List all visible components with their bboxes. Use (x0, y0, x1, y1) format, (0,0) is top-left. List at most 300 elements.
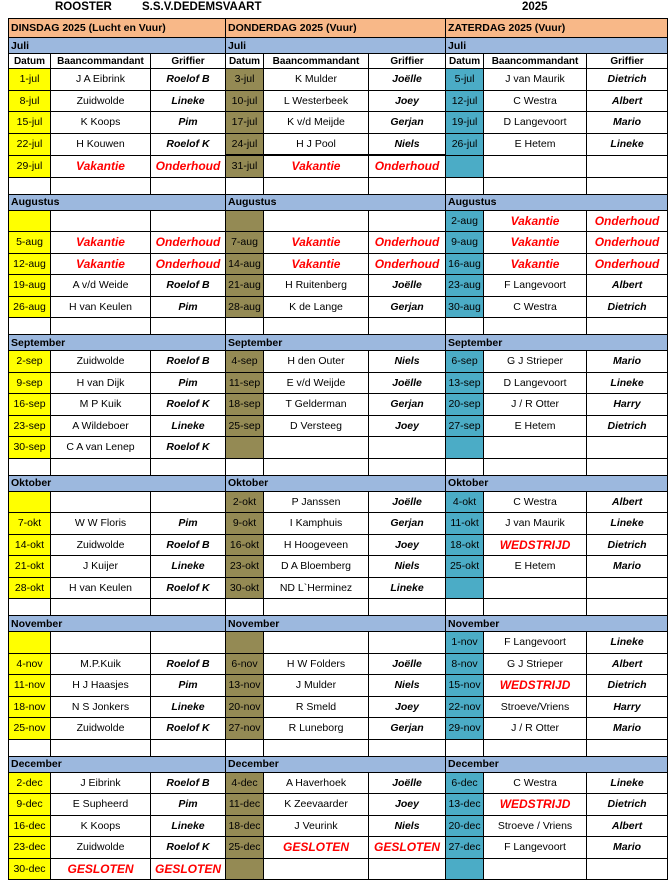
zaterdag-griffier-cell: Albert (587, 653, 668, 675)
donderdag-baancommandant-cell: E v/d Weijde (264, 372, 369, 394)
donderdag-baancommandant-cell: J Mulder (264, 675, 369, 697)
dinsdag-griffier-cell: Lineke (151, 696, 226, 718)
donderdag-date-cell: 2-okt (226, 491, 264, 513)
donderdag-date-cell: 6-nov (226, 653, 264, 675)
zaterdag-month-label: November (446, 616, 668, 632)
dinsdag-baancommandant-cell: E Supheerd (51, 794, 151, 816)
zaterdag-date-cell: 22-nov (446, 696, 484, 718)
zaterdag-month-label: Juli (446, 38, 668, 54)
donderdag-griffier-cell: Joëlle (369, 653, 446, 675)
year-label: 2025 (522, 1, 548, 13)
roster-row (9, 69, 668, 91)
dinsdag-griffier-header: Griffier (151, 54, 226, 69)
dinsdag-baancommandant-cell: K Koops (51, 112, 151, 134)
dinsdag-date-cell: 14-okt (9, 534, 51, 556)
zaterdag-baancommandant-cell (484, 155, 587, 177)
zaterdag-date-cell: 9-aug (446, 232, 484, 254)
zaterdag-header: ZATERDAG 2025 (Vuur) (446, 19, 668, 38)
zaterdag-griffier-cell (587, 599, 668, 616)
zaterdag-date-cell: 8-nov (446, 653, 484, 675)
donderdag-griffier-cell: Onderhoud (369, 232, 446, 254)
roster-row (9, 90, 668, 112)
donderdag-griffier-cell: Joey (369, 696, 446, 718)
dinsdag-griffier-cell: Roelof B (151, 534, 226, 556)
dinsdag-baancommandant-cell: H J Haasjes (51, 675, 151, 697)
zaterdag-baancommandant-cell: J / R Otter (484, 718, 587, 740)
dinsdag-baancommandant-cell: H van Dijk (51, 372, 151, 394)
donderdag-griffier-cell: Joey (369, 415, 446, 437)
donderdag-baancommandant-cell: K Zeevaarder (264, 794, 369, 816)
zaterdag-datum-header: Datum (446, 54, 484, 69)
dinsdag-baancommandant-cell (51, 599, 151, 616)
dinsdag-date-cell: 19-aug (9, 275, 51, 297)
donderdag-month-label: Juli (226, 38, 446, 54)
zaterdag-griffier-cell (587, 458, 668, 475)
dinsdag-baancommandant-cell: GESLOTEN (51, 858, 151, 880)
donderdag-baancommandant-cell: J Veurink (264, 815, 369, 837)
roster-row (9, 599, 668, 616)
roster-row (9, 415, 668, 437)
dinsdag-date-cell: 29-jul (9, 155, 51, 177)
roster-row (9, 675, 668, 697)
zaterdag-griffier-cell: Lineke (587, 372, 668, 394)
donderdag-baancommandant-cell: Vakantie (264, 232, 369, 254)
zaterdag-baancommandant-cell: G J Strieper (484, 351, 587, 373)
dinsdag-baancommandant-cell: H van Keulen (51, 577, 151, 599)
zaterdag-baancommandant-cell: Stroeve / Vriens (484, 815, 587, 837)
roster-row (9, 696, 668, 718)
donderdag-datum-header: Datum (226, 54, 264, 69)
zaterdag-date-cell: 6-dec (446, 772, 484, 794)
donderdag-baancommandant-cell: H den Outer (264, 351, 369, 373)
dinsdag-griffier-cell: Pim (151, 675, 226, 697)
roster-row (9, 275, 668, 297)
dinsdag-baancommandant-cell: M.P.Kuik (51, 653, 151, 675)
donderdag-baancommandant-cell: A Haverhoek (264, 772, 369, 794)
zaterdag-date-cell: 29-nov (446, 718, 484, 740)
zaterdag-griffier-cell: Mario (587, 351, 668, 373)
dinsdag-date-cell: 11-nov (9, 675, 51, 697)
dinsdag-date-cell (9, 318, 51, 335)
dinsdag-month-label: Oktober (9, 475, 226, 491)
donderdag-griffier-cell: Niels (369, 351, 446, 373)
zaterdag-griffier-cell: Mario (587, 837, 668, 859)
zaterdag-griffier-cell (587, 155, 668, 177)
dinsdag-date-cell (9, 491, 51, 513)
donderdag-baancommandant-cell: D Versteeg (264, 415, 369, 437)
zaterdag-baancommandant-cell: G J Strieper (484, 653, 587, 675)
roster-row (9, 858, 668, 880)
day-header-row (9, 19, 668, 38)
zaterdag-baancommandant-cell (484, 739, 587, 756)
donderdag-date-cell (226, 858, 264, 880)
zaterdag-baancommandant-cell: J / R Otter (484, 394, 587, 416)
rooster-title: ROOSTER (55, 1, 112, 13)
column-header-row (9, 54, 668, 69)
dinsdag-baancommandant-cell (51, 210, 151, 232)
club-name: S.S.V.DEDEMSVAART (142, 1, 262, 13)
dinsdag-baancommandant-cell: K Koops (51, 815, 151, 837)
donderdag-baancommandant-cell: H J Pool (264, 133, 369, 155)
zaterdag-date-cell: 30-aug (446, 296, 484, 318)
zaterdag-date-cell (446, 458, 484, 475)
dinsdag-baancommandant-cell: N S Jonkers (51, 696, 151, 718)
donderdag-date-cell: 16-okt (226, 534, 264, 556)
donderdag-griffier-cell (369, 210, 446, 232)
zaterdag-date-cell: 19-jul (446, 112, 484, 134)
roster-row (9, 394, 668, 416)
dinsdag-baancommandant-cell: Vakantie (51, 155, 151, 177)
donderdag-date-cell: 27-nov (226, 718, 264, 740)
zaterdag-baancommandant-cell: F Langevoort (484, 837, 587, 859)
zaterdag-month-label: December (446, 756, 668, 772)
zaterdag-date-cell: 27-sep (446, 415, 484, 437)
roster-row (9, 155, 668, 177)
roster-row (9, 296, 668, 318)
zaterdag-baancommandant-cell (484, 177, 587, 194)
donderdag-date-cell: 28-aug (226, 296, 264, 318)
dinsdag-griffier-cell (151, 318, 226, 335)
donderdag-griffier-cell (369, 599, 446, 616)
dinsdag-date-cell (9, 177, 51, 194)
zaterdag-griffier-cell: Onderhoud (587, 210, 668, 232)
dinsdag-griffier-cell: Roelof B (151, 351, 226, 373)
donderdag-month-label: Oktober (226, 475, 446, 491)
donderdag-baancommandant-cell: Vakantie (264, 253, 369, 275)
donderdag-griffier-cell: Gerjan (369, 112, 446, 134)
zaterdag-date-cell: 23-aug (446, 275, 484, 297)
donderdag-griffier-cell: Joëlle (369, 275, 446, 297)
zaterdag-baancommandant-cell: E Hetem (484, 556, 587, 578)
donderdag-month-label: November (226, 616, 446, 632)
donderdag-baancommandant-cell (264, 599, 369, 616)
dinsdag-griffier-cell: Pim (151, 112, 226, 134)
zaterdag-griffier-cell (587, 437, 668, 459)
zaterdag-griffier-cell (587, 318, 668, 335)
dinsdag-baancommandant-cell (51, 177, 151, 194)
dinsdag-date-cell: 16-dec (9, 815, 51, 837)
zaterdag-baancommandant-cell: J van Maurik (484, 69, 587, 91)
donderdag-date-cell (226, 599, 264, 616)
donderdag-date-cell (226, 437, 264, 459)
zaterdag-date-cell: 20-dec (446, 815, 484, 837)
zaterdag-date-cell: 5-jul (446, 69, 484, 91)
zaterdag-griffier-cell: Dietrich (587, 69, 668, 91)
dinsdag-date-cell: 9-dec (9, 794, 51, 816)
donderdag-header: DONDERDAG 2025 (Vuur) (226, 19, 446, 38)
dinsdag-griffier-cell (151, 210, 226, 232)
zaterdag-date-cell: 15-nov (446, 675, 484, 697)
dinsdag-baancommandant-cell: J Eibrink (51, 772, 151, 794)
roster-row (9, 491, 668, 513)
donderdag-griffier-cell: Joey (369, 534, 446, 556)
roster-row (9, 253, 668, 275)
donderdag-date-cell: 30-okt (226, 577, 264, 599)
donderdag-date-cell: 17-jul (226, 112, 264, 134)
dinsdag-griffier-cell: Roelof K (151, 394, 226, 416)
dinsdag-griffier-cell (151, 632, 226, 654)
dinsdag-date-cell: 15-jul (9, 112, 51, 134)
donderdag-date-cell: 10-jul (226, 90, 264, 112)
dinsdag-date-cell: 28-okt (9, 577, 51, 599)
zaterdag-griffier-cell: Albert (587, 815, 668, 837)
dinsdag-month-label: Juli (9, 38, 226, 54)
donderdag-griffier-cell: Niels (369, 675, 446, 697)
zaterdag-baancommandant-cell (484, 318, 587, 335)
dinsdag-baancommandant-cell: A v/d Weide (51, 275, 151, 297)
dinsdag-date-cell (9, 599, 51, 616)
month-header-row (9, 475, 668, 491)
dinsdag-date-cell: 18-nov (9, 696, 51, 718)
dinsdag-baancommandant-cell: Vakantie (51, 253, 151, 275)
donderdag-baancommandant-cell: ND L`Herminez (264, 577, 369, 599)
zaterdag-griffier-cell: Mario (587, 718, 668, 740)
month-header-row (9, 756, 668, 772)
donderdag-month-label: September (226, 335, 446, 351)
donderdag-griffier-cell: Gerjan (369, 394, 446, 416)
dinsdag-griffier-cell (151, 599, 226, 616)
zaterdag-date-cell: 11-okt (446, 513, 484, 535)
zaterdag-date-cell (446, 437, 484, 459)
dinsdag-date-cell: 23-dec (9, 837, 51, 859)
roster-row (9, 133, 668, 155)
dinsdag-griffier-cell: Onderhoud (151, 253, 226, 275)
dinsdag-date-cell: 5-aug (9, 232, 51, 254)
zaterdag-griffier-cell: Mario (587, 556, 668, 578)
dinsdag-griffier-cell: Roelof B (151, 69, 226, 91)
donderdag-baancommandant-cell (264, 318, 369, 335)
zaterdag-baancommandant-cell: WEDSTRIJD (484, 534, 587, 556)
zaterdag-griffier-header: Griffier (587, 54, 668, 69)
zaterdag-month-label: Augustus (446, 194, 668, 210)
donderdag-griffier-cell: Lineke (369, 577, 446, 599)
donderdag-date-cell (226, 210, 264, 232)
donderdag-griffier-cell (369, 177, 446, 194)
zaterdag-griffier-cell: Harry (587, 394, 668, 416)
donderdag-baancommandant-cell (264, 210, 369, 232)
zaterdag-month-label: Oktober (446, 475, 668, 491)
donderdag-griffier-cell (369, 739, 446, 756)
dinsdag-baancommandant-cell: C A van Lenep (51, 437, 151, 459)
dinsdag-month-label: Augustus (9, 194, 226, 210)
donderdag-griffier-cell: Joëlle (369, 491, 446, 513)
roster-row (9, 739, 668, 756)
zaterdag-baancommandant-cell: WEDSTRIJD (484, 675, 587, 697)
donderdag-date-cell: 4-sep (226, 351, 264, 373)
roster-row (9, 653, 668, 675)
dinsdag-date-cell: 22-jul (9, 133, 51, 155)
dinsdag-baancommandant-cell: Zuidwolde (51, 351, 151, 373)
dinsdag-griffier-cell: Pim (151, 513, 226, 535)
dinsdag-baancommandant-cell: W W Floris (51, 513, 151, 535)
donderdag-baancommandant-cell: P Janssen (264, 491, 369, 513)
roster-row (9, 318, 668, 335)
dinsdag-griffier-cell: Onderhoud (151, 232, 226, 254)
donderdag-date-cell: 18-dec (226, 815, 264, 837)
donderdag-baancommandant-cell (264, 739, 369, 756)
dinsdag-date-cell: 16-sep (9, 394, 51, 416)
zaterdag-griffier-cell: Mario (587, 112, 668, 134)
zaterdag-baancommandant-cell: D Langevoort (484, 112, 587, 134)
zaterdag-griffier-cell: Lineke (587, 133, 668, 155)
donderdag-griffier-cell (369, 632, 446, 654)
zaterdag-griffier-cell: Onderhoud (587, 253, 668, 275)
zaterdag-griffier-cell: Albert (587, 275, 668, 297)
donderdag-date-cell: 9-okt (226, 513, 264, 535)
zaterdag-griffier-cell: Lineke (587, 632, 668, 654)
donderdag-griffier-cell: Gerjan (369, 296, 446, 318)
donderdag-griffier-cell: Niels (369, 815, 446, 837)
dinsdag-date-cell: 12-aug (9, 253, 51, 275)
dinsdag-griffier-cell: GESLOTEN (151, 858, 226, 880)
dinsdag-griffier-cell: Onderhoud (151, 155, 226, 177)
donderdag-griffier-cell (369, 318, 446, 335)
dinsdag-baancommandant-cell (51, 458, 151, 475)
donderdag-date-cell: 24-jul (226, 133, 264, 155)
donderdag-griffier-cell: Onderhoud (369, 253, 446, 275)
zaterdag-griffier-cell (587, 577, 668, 599)
donderdag-griffier-cell: Joëlle (369, 372, 446, 394)
roster-row (9, 815, 668, 837)
dinsdag-month-label: November (9, 616, 226, 632)
zaterdag-baancommandant-cell: F Langevoort (484, 275, 587, 297)
donderdag-griffier-cell: Niels (369, 556, 446, 578)
donderdag-griffier-cell: GESLOTEN (369, 837, 446, 859)
zaterdag-date-cell: 4-okt (446, 491, 484, 513)
zaterdag-date-cell (446, 155, 484, 177)
dinsdag-baancommandant-cell: Zuidwolde (51, 90, 151, 112)
zaterdag-baancommandant-cell: Vakantie (484, 232, 587, 254)
roster-row (9, 210, 668, 232)
zaterdag-baancommandant-cell: Vakantie (484, 253, 587, 275)
dinsdag-baancommandant-cell: M P Kuik (51, 394, 151, 416)
donderdag-baancommandant-cell: L Westerbeek (264, 90, 369, 112)
donderdag-griffier-cell: Gerjan (369, 718, 446, 740)
dinsdag-header: DINSDAG 2025 (Lucht en Vuur) (9, 19, 226, 38)
zaterdag-date-cell (446, 318, 484, 335)
dinsdag-month-label: September (9, 335, 226, 351)
dinsdag-date-cell: 8-jul (9, 90, 51, 112)
dinsdag-griffier-cell (151, 177, 226, 194)
dinsdag-baancommandant-cell (51, 632, 151, 654)
donderdag-griffier-cell: Joëlle (369, 772, 446, 794)
dinsdag-griffier-cell (151, 458, 226, 475)
donderdag-date-cell: 18-sep (226, 394, 264, 416)
zaterdag-date-cell: 18-okt (446, 534, 484, 556)
donderdag-baancommandant-cell: D A Bloemberg (264, 556, 369, 578)
zaterdag-griffier-cell: Lineke (587, 513, 668, 535)
donderdag-date-cell (226, 177, 264, 194)
dinsdag-griffier-cell (151, 491, 226, 513)
month-header-row (9, 38, 668, 54)
roster-row (9, 458, 668, 475)
zaterdag-griffier-cell: Albert (587, 491, 668, 513)
roster-row (9, 177, 668, 194)
dinsdag-date-cell (9, 739, 51, 756)
dinsdag-date-cell: 1-jul (9, 69, 51, 91)
donderdag-date-cell: 11-sep (226, 372, 264, 394)
donderdag-date-cell (226, 739, 264, 756)
dinsdag-datum-header: Datum (9, 54, 51, 69)
dinsdag-baancommandant-cell: Zuidwolde (51, 718, 151, 740)
zaterdag-baancommandant-cell: WEDSTRIJD (484, 794, 587, 816)
zaterdag-baancommandant-cell (484, 858, 587, 880)
dinsdag-griffier-cell: Roelof B (151, 653, 226, 675)
donderdag-date-cell: 3-jul (226, 69, 264, 91)
zaterdag-baancommandant-header: Baancommandant (484, 54, 587, 69)
dinsdag-baancommandant-cell: A Wildeboer (51, 415, 151, 437)
donderdag-griffier-cell: Joey (369, 90, 446, 112)
zaterdag-month-label: September (446, 335, 668, 351)
zaterdag-griffier-cell: Dietrich (587, 415, 668, 437)
zaterdag-griffier-cell: Albert (587, 90, 668, 112)
donderdag-griffier-cell (369, 858, 446, 880)
donderdag-date-cell: 25-dec (226, 837, 264, 859)
zaterdag-baancommandant-cell: E Hetem (484, 415, 587, 437)
donderdag-baancommandant-cell: H Ruitenberg (264, 275, 369, 297)
dinsdag-date-cell: 21-okt (9, 556, 51, 578)
zaterdag-date-cell: 26-jul (446, 133, 484, 155)
donderdag-baancommandant-cell: K de Lange (264, 296, 369, 318)
zaterdag-date-cell: 27-dec (446, 837, 484, 859)
donderdag-griffier-cell: Niels (369, 133, 446, 155)
dinsdag-griffier-cell: Roelof K (151, 718, 226, 740)
donderdag-baancommandant-cell (264, 437, 369, 459)
roster-row (9, 718, 668, 740)
roster-row (9, 351, 668, 373)
donderdag-date-cell: 21-aug (226, 275, 264, 297)
zaterdag-griffier-cell (587, 858, 668, 880)
dinsdag-baancommandant-cell (51, 318, 151, 335)
zaterdag-date-cell: 1-nov (446, 632, 484, 654)
roster-row (9, 437, 668, 459)
zaterdag-griffier-cell: Lineke (587, 772, 668, 794)
donderdag-baancommandant-cell: K v/d Meijde (264, 112, 369, 134)
zaterdag-griffier-cell: Onderhoud (587, 232, 668, 254)
zaterdag-baancommandant-cell: D Langevoort (484, 372, 587, 394)
zaterdag-date-cell: 16-aug (446, 253, 484, 275)
donderdag-griffier-cell (369, 458, 446, 475)
donderdag-date-cell: 14-aug (226, 253, 264, 275)
zaterdag-date-cell: 13-sep (446, 372, 484, 394)
roster-row (9, 837, 668, 859)
dinsdag-griffier-cell: Pim (151, 372, 226, 394)
zaterdag-baancommandant-cell (484, 599, 587, 616)
donderdag-baancommandant-cell: K Mulder (264, 69, 369, 91)
dinsdag-baancommandant-header: Baancommandant (51, 54, 151, 69)
roster-table (8, 18, 668, 880)
zaterdag-date-cell (446, 177, 484, 194)
zaterdag-baancommandant-cell: C Westra (484, 296, 587, 318)
zaterdag-baancommandant-cell: Stroeve/Vriens (484, 696, 587, 718)
dinsdag-baancommandant-cell: J Kuijer (51, 556, 151, 578)
roster-row (9, 794, 668, 816)
dinsdag-date-cell: 4-nov (9, 653, 51, 675)
dinsdag-griffier-cell: Roelof K (151, 437, 226, 459)
zaterdag-griffier-cell (587, 177, 668, 194)
zaterdag-griffier-cell: Dietrich (587, 794, 668, 816)
donderdag-baancommandant-cell (264, 458, 369, 475)
roster-row (9, 632, 668, 654)
donderdag-griffier-cell: Joëlle (369, 69, 446, 91)
zaterdag-griffier-cell: Dietrich (587, 675, 668, 697)
dinsdag-date-cell: 7-okt (9, 513, 51, 535)
donderdag-baancommandant-header: Baancommandant (264, 54, 369, 69)
dinsdag-griffier-cell: Roelof K (151, 577, 226, 599)
donderdag-baancommandant-cell: I Kamphuis (264, 513, 369, 535)
donderdag-date-cell: 7-aug (226, 232, 264, 254)
donderdag-date-cell: 20-nov (226, 696, 264, 718)
